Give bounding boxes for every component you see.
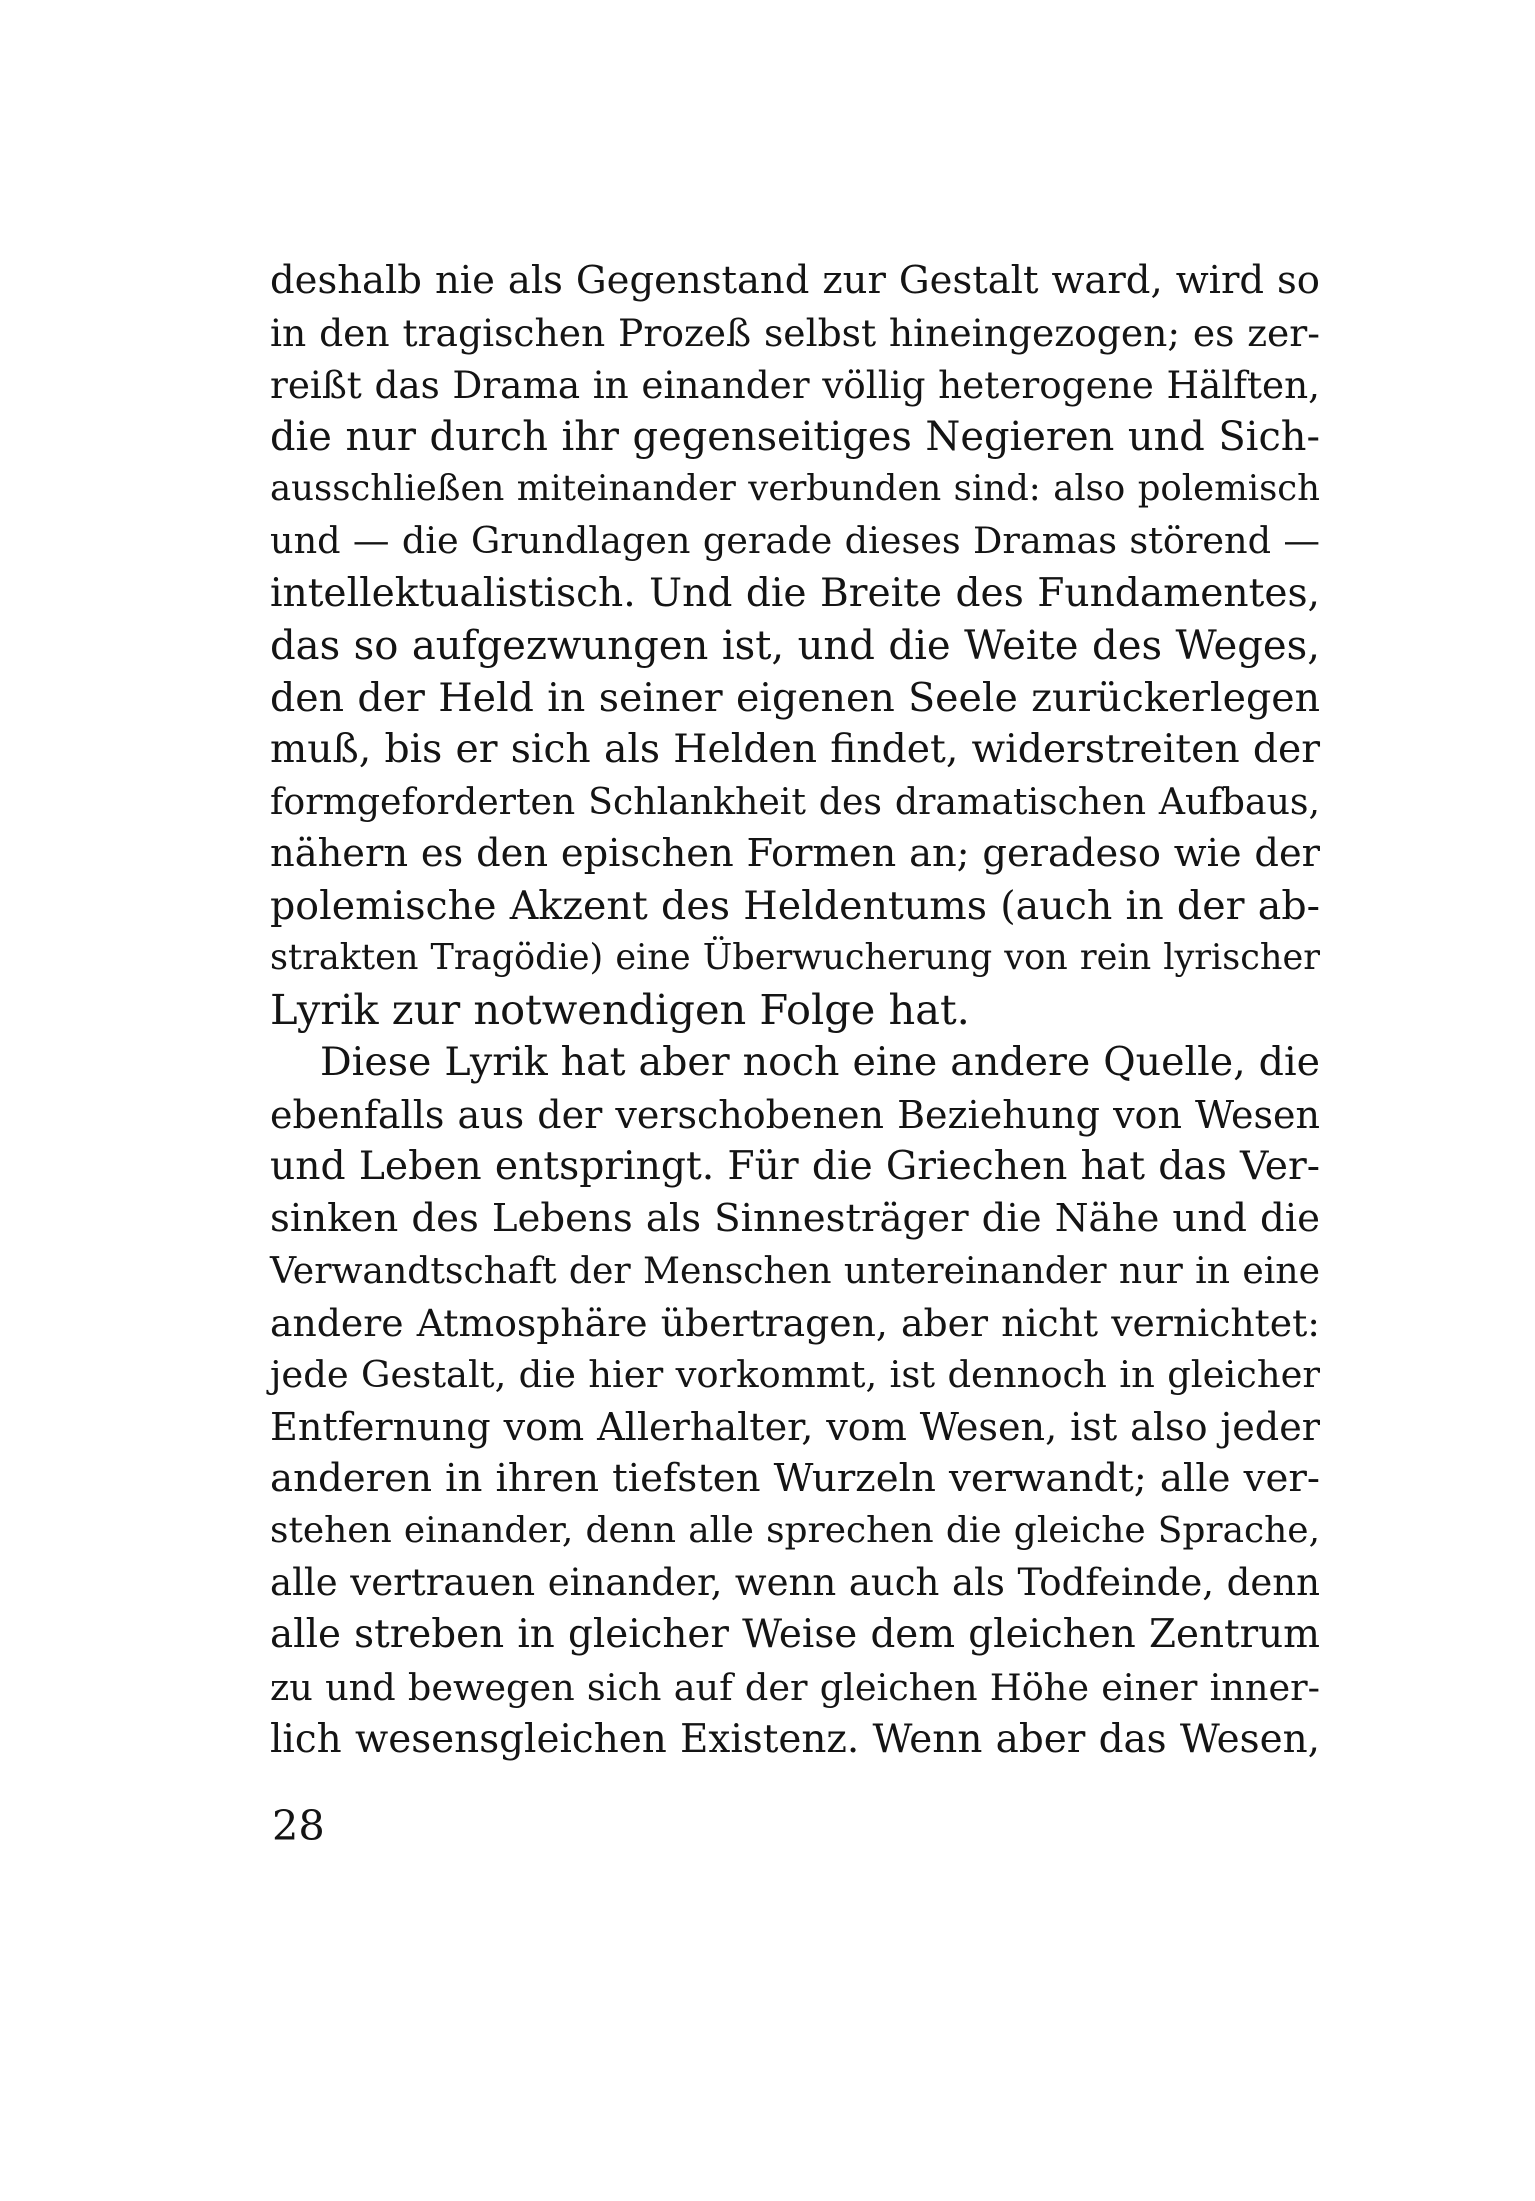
text-line: und — die Grundlagen gerade dieses Dramas störend — — [270, 519, 1320, 563]
text-line: ausschließen miteinander verbunden sind: also polemisch — [270, 468, 1320, 510]
text-line: andere Atmosphäre übertragen, aber nicht vernichtet: — [270, 1300, 1320, 1345]
text-line: sinken des Lebens als Sinnesträger die Nähe und die — [270, 1195, 1320, 1241]
text-line: ebenfalls aus der verschobenen Beziehung von Wesen — [270, 1092, 1320, 1137]
text-line: den der Held in seiner eigenen Seele zurückerlegen — [270, 674, 1320, 721]
text-line: und Leben entspringt. Für die Griechen hat das Ver- — [270, 1143, 1320, 1189]
text-line: stehen einander, denn alle sprechen die gleiche Sprache, — [270, 1510, 1320, 1552]
text-line: reißt das Drama in einander völlig heterogene Hälften, — [270, 363, 1320, 408]
text-line: Diese Lyrik hat aber noch eine andere Quelle, die — [320, 1039, 1320, 1086]
text-line: muß, bis er sich als Helden findet, widerstreiten der — [270, 726, 1320, 772]
text-line: die nur durch ihr gegenseitiges Negieren und Sich- — [270, 414, 1320, 461]
paragraph — [270, 255, 1320, 1036]
text-line: polemische Akzent des Heldentums (auch in der ab- — [270, 883, 1320, 930]
text-line: Verwandtschaft der Menschen untereinander nur in eine — [270, 1248, 1320, 1292]
text-line: alle streben in gleicher Weise dem gleichen Zentrum — [270, 1612, 1320, 1658]
body-text — [270, 255, 1320, 1766]
text-line: Entfernung vom Allerhalter, vom Wesen, ist also jeder — [270, 1405, 1320, 1450]
text-line: Lyrik zur notwendigen Folge hat. — [270, 985, 970, 1035]
paragraph — [270, 1036, 1320, 1765]
text-line: deshalb nie als Gegenstand zur Gestalt ward, wird so — [270, 258, 1320, 303]
text-line: lich wesensgleichen Existenz. Wenn aber das Wesen, — [270, 1716, 1320, 1762]
text-line: formgeforderten Schlankheit des dramatischen Aufbaus, — [270, 779, 1320, 823]
text-line: intellektualistisch. Und die Breite des Fundamentes, — [270, 570, 1320, 616]
text-line: nähern es den epischen Formen an; geradeso wie der — [270, 831, 1320, 877]
text-line: das so aufgezwungen ist, und die Weite des Weges, — [270, 622, 1320, 669]
text-line: jede Gestalt, die hier vorkommt, ist dennoch in gleicher — [270, 1352, 1320, 1396]
text-line: anderen in ihren tiefsten Wurzeln verwandt; alle ver- — [270, 1456, 1320, 1502]
page-number: 28 — [272, 1801, 325, 1850]
text-line: zu und bewegen sich auf der gleichen Höhe einer inner- — [270, 1665, 1320, 1709]
text-line: in den tragischen Prozeß selbst hineingezogen; es zer- — [270, 311, 1320, 356]
text-line: strakten Tragödie) eine Überwucherung von rein lyrischer — [270, 937, 1320, 979]
text-line: alle vertrauen einander, wenn auch als Todfeinde, denn — [270, 1561, 1320, 1605]
